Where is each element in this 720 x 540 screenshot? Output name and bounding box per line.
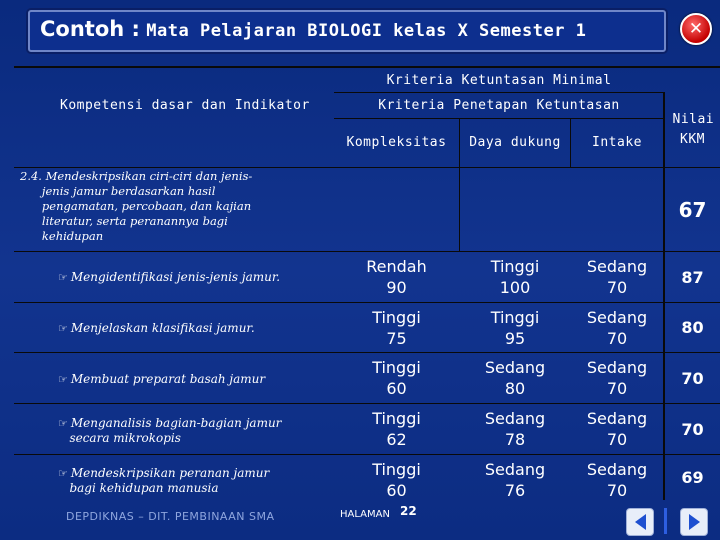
- support-header: Daya dukung: [469, 135, 561, 150]
- intake-header: Intake: [592, 135, 642, 150]
- support-level: Tinggi: [490, 307, 540, 327]
- kkm-value-header-label: Nilai KKM: [672, 111, 715, 147]
- intake-cell: [571, 252, 663, 302]
- indicator-label: Mengidentifikasi jenis-jenis jamur.: [70, 270, 281, 284]
- nav-divider: [664, 508, 667, 534]
- support-cell: [460, 404, 570, 454]
- kkm-cell: 70: [681, 368, 704, 388]
- indicator-text: [58, 416, 281, 446]
- kkm-value-header: [665, 92, 720, 167]
- indicator-label: Membuat preparat basah jamur: [70, 372, 266, 386]
- indicator-text: [58, 270, 280, 285]
- support-level: Sedang: [484, 409, 546, 428]
- indicator-text: [58, 372, 265, 387]
- footer-org: DEPDIKNAS – DIT. PEMBINAAN SMA: [66, 510, 275, 523]
- indicator-label: Mendeskripsikan peranan jamur bagi kehidupan manusia: [69, 466, 270, 495]
- support-cell: [460, 252, 570, 302]
- indicator-text: [58, 466, 269, 496]
- page-label: HALAMAN: [340, 509, 390, 520]
- complexity-value: 60: [386, 379, 407, 398]
- intake-cell: [571, 303, 663, 352]
- support-value: 78: [504, 430, 526, 449]
- prev-button[interactable]: [626, 508, 654, 536]
- support-value: 100: [499, 278, 531, 297]
- intake-value: 70: [606, 481, 628, 500]
- criteria-header: Kriteria Penetapan Ketuntasan: [378, 97, 620, 113]
- support-cell: [460, 353, 570, 403]
- kkm-header: Kriteria Ketuntasan Minimal: [386, 72, 612, 88]
- grid-line: [14, 167, 720, 168]
- intake-cell: [571, 455, 663, 505]
- kkm-table: [14, 66, 720, 500]
- competency-kkm: 67: [678, 197, 707, 222]
- intake-level: Sedang: [586, 409, 648, 428]
- complexity-level: Tinggi: [372, 358, 421, 377]
- support-level: Sedang: [484, 460, 546, 479]
- next-button[interactable]: [680, 508, 708, 536]
- complexity-value: 90: [386, 278, 407, 297]
- support-cell: [460, 455, 570, 505]
- prev-arrow-icon: [635, 514, 646, 530]
- page-title: [40, 17, 586, 41]
- kkm-cell: 87: [681, 267, 704, 287]
- title-lead: Contoh :: [40, 17, 140, 41]
- hand-pointer-icon: ☞: [58, 373, 68, 386]
- complexity-level: Tinggi: [372, 409, 421, 428]
- title-bar: [28, 10, 666, 52]
- hand-pointer-icon: ☞: [58, 271, 68, 284]
- hand-pointer-icon: ☞: [58, 322, 68, 335]
- complexity-level: Tinggi: [372, 307, 421, 327]
- close-button[interactable]: [680, 13, 712, 45]
- indicator-label: Menjelaskan klasifikasi jamur.: [70, 321, 255, 335]
- intake-level: Sedang: [586, 460, 648, 479]
- hand-pointer-icon: ☞: [58, 417, 68, 430]
- kkm-cell: 69: [681, 468, 704, 487]
- complexity-cell: [334, 303, 459, 352]
- hand-pointer-icon: ☞: [58, 467, 68, 480]
- intake-value: 70: [606, 379, 628, 398]
- intake-level: Sedang: [586, 358, 648, 377]
- complexity-value: 60: [386, 481, 407, 500]
- intake-value: 70: [606, 430, 628, 449]
- indicator-text: [58, 321, 255, 336]
- intake-level: Sedang: [586, 307, 648, 327]
- complexity-header: Kompleksitas: [346, 135, 447, 150]
- support-value: 95: [504, 328, 526, 348]
- complexity-level: Tinggi: [372, 460, 421, 479]
- kkm-cell: 70: [681, 419, 704, 439]
- next-arrow-icon: [689, 514, 700, 530]
- intake-cell: [571, 353, 663, 403]
- intake-value: 70: [606, 328, 628, 348]
- complexity-cell: [334, 252, 459, 302]
- complexity-level: Rendah: [366, 257, 427, 276]
- competency-header: Kompetensi dasar dan Indikator: [60, 97, 310, 113]
- kkm-cell: 80: [681, 318, 704, 337]
- page-number: 22: [400, 504, 417, 518]
- support-value: 76: [504, 481, 526, 500]
- complexity-cell: [334, 353, 459, 403]
- support-value: 80: [504, 379, 526, 398]
- title-subject: Mata Pelajaran BIOLOGI kelas X Semester 1: [146, 21, 587, 41]
- support-level: Sedang: [484, 358, 546, 377]
- intake-level: Sedang: [586, 257, 648, 276]
- support-cell: [460, 303, 570, 352]
- complexity-cell: [334, 455, 459, 505]
- indicator-label: Menganalisis bagian-bagian jamur secara mikrokopis: [69, 416, 282, 445]
- complexity-value: 75: [386, 328, 407, 348]
- intake-value: 70: [606, 278, 628, 297]
- competency-text: 2.4. Mendeskripsikan ciri-ciri dan jenis- jenis jamur berdasarkan hasil pengamatan, percobaan, dan kajian literatur, serta peranannya bagi kehidupan: [20, 169, 253, 243]
- intake-cell: [571, 404, 663, 454]
- complexity-cell: [334, 404, 459, 454]
- support-level: Tinggi: [490, 257, 540, 276]
- close-icon: ✕: [688, 19, 704, 39]
- complexity-value: 62: [386, 430, 407, 449]
